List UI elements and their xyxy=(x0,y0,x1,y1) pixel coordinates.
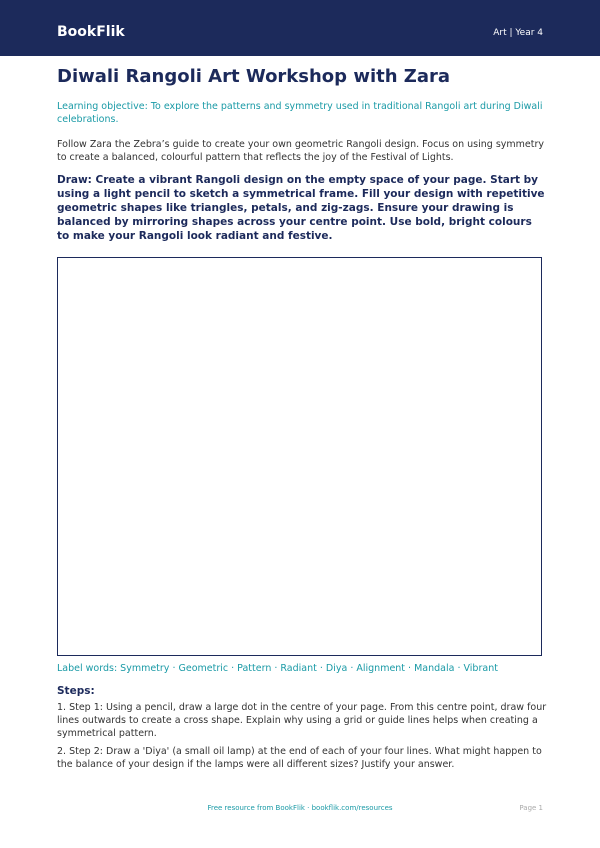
header-bar xyxy=(0,0,600,56)
page-number: Page 1 xyxy=(519,804,543,812)
step-item: 1. Step 1: Using a pencil, draw a large dot in the centre of your page. From this centre point, draw four lines outwards to create a cross shape. Explain why using a grid or guide lines helps when creating a symmetrical pattern. xyxy=(57,702,547,739)
intro-paragraph: Follow Zara the Zebra’s guide to create your own geometric Rangoli design. Focus on using symmetry to create a balanced, colourful pattern that reflects the joy of the Festival of Lights. xyxy=(57,139,545,163)
learning-objective: Learning objective: To explore the patterns and symmetry used in traditional Rangoli art during Diwali celebrations. xyxy=(57,101,543,125)
footer-credit-link[interactable]: Free resource from BookFlik · bookflik.com/resources xyxy=(207,804,393,812)
label-words: Label words: Symmetry · Geometric · Pattern · Radiant · Diya · Alignment · Mandala · Vibrant xyxy=(57,663,498,674)
drawing-box[interactable] xyxy=(57,257,542,656)
draw-instruction: Draw: Create a vibrant Rangoli design on the empty space of your page. Start by using a light pencil to sketch a symmetrical frame. Fill your design with repetitive geometric shapes like triangles, petals, and zig-zags. Ensure your drawing is balanced by mirroring shapes across your centre point. Use bold, bright colours to make your Rangoli look radiant and festive. xyxy=(57,174,545,242)
steps-list xyxy=(57,701,547,776)
page-title: Diwali Rangoli Art Workshop with Zara xyxy=(57,66,451,87)
step-item: 2. Step 2: Draw a 'Diya' (a small oil lamp) at the end of each of your four lines. What might happen to the balance of your design if the lamps were all different sizes? Justify your answer. xyxy=(57,746,542,770)
steps-heading: Steps: xyxy=(57,685,95,697)
subject-year-label: Art | Year 4 xyxy=(493,28,543,38)
brand-logo-text[interactable]: BookFlik xyxy=(57,24,125,40)
